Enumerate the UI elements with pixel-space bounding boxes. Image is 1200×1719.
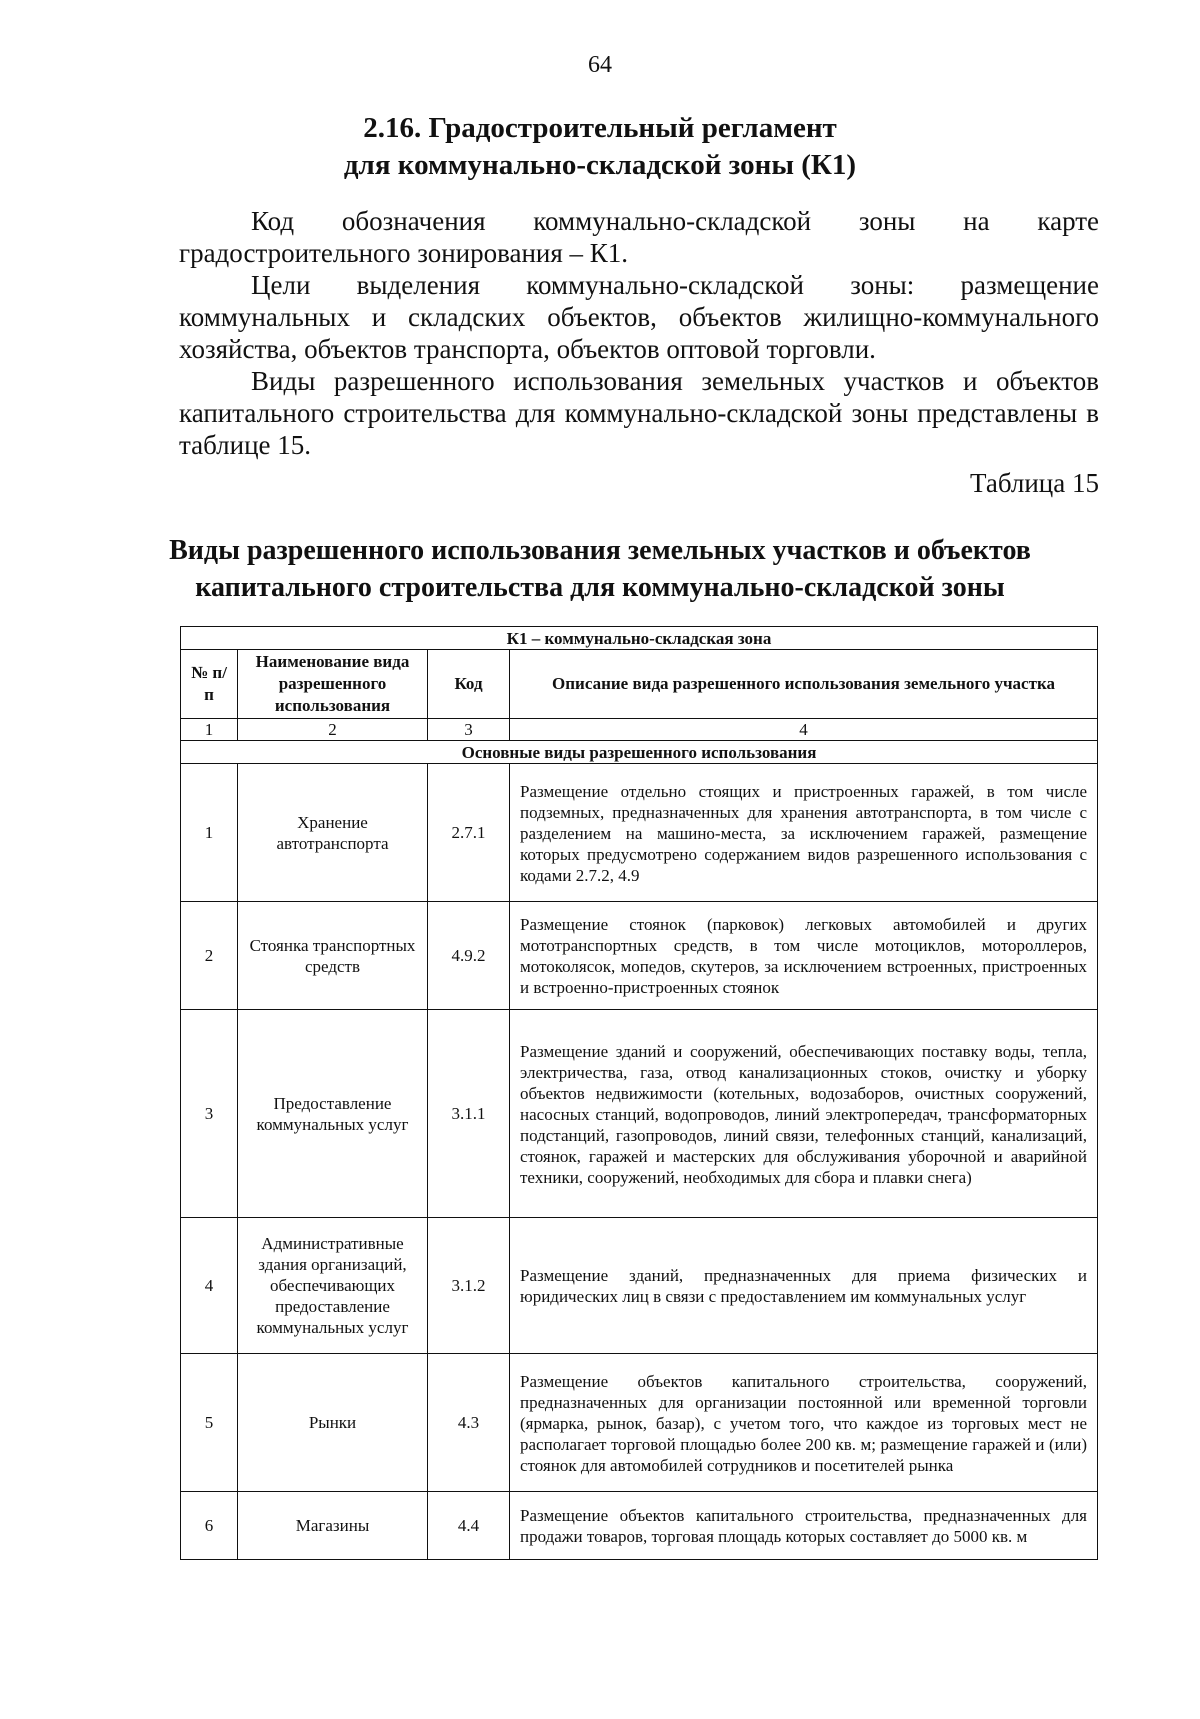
row-name: Административные здания организаций, обеспечивающих предоставление коммунальных услуг	[238, 1218, 428, 1354]
column-number-row	[181, 719, 1098, 741]
row-code: 4.9.2	[428, 902, 510, 1010]
section-title-line-1: 2.16. Градостроительный регламент	[363, 112, 837, 144]
table-row	[181, 1354, 1098, 1492]
table-row	[181, 1218, 1098, 1354]
intro-paragraph: Код обозначения коммунально-складской зоны на карте градостроительного зонирования – К1.	[179, 206, 1099, 268]
page-number: 64	[588, 52, 612, 78]
column-number: 1	[181, 719, 238, 741]
table-row	[181, 1492, 1098, 1560]
column-number: 2	[238, 719, 428, 741]
row-description: Размещение объектов капитального строительства, предназначенных для продажи товаров, торговая площадь которых составляет до 5000 кв. м	[510, 1492, 1098, 1560]
row-num: 4	[181, 1218, 238, 1354]
row-code: 4.4	[428, 1492, 510, 1560]
zone-title: К1 – коммунально-складская зона	[181, 627, 1098, 650]
column-header-code: Код	[428, 650, 510, 719]
table-header-row	[181, 650, 1098, 719]
column-number: 3	[428, 719, 510, 741]
table-row	[181, 902, 1098, 1010]
row-code: 2.7.1	[428, 764, 510, 902]
row-name: Хранение автотранспорта	[238, 764, 428, 902]
table-row	[181, 764, 1098, 902]
row-description: Размещение зданий и сооружений, обеспечивающих поставку воды, тепла, электричества, газа, отвод канализационных стоков, очистку и уборку объектов недвижимости (котельных, водозаборов, очистных сооружений, насосных станций, водопроводов, линий электропередач, трансформаторных подстанций, газопроводов, линий связи, телефонных станций, канализаций, стоянок, гаражей и мастерских для обслуживания уборочной и аварийной техники, сооружений, необходимых для сбора и плавки снега)	[510, 1010, 1098, 1218]
row-name: Стоянка транспортных средств	[238, 902, 428, 1010]
column-header-name: Наименование вида разрешенного использования	[238, 650, 428, 719]
table-row	[181, 1010, 1098, 1218]
table-zone-row	[181, 627, 1098, 650]
intro-paragraph: Цели выделения коммунально-складской зоны: размещение коммунальных и складских объектов, объектов жилищно-коммунального хозяйства, объектов транспорта, объектов оптовой торговли.	[179, 270, 1099, 364]
row-code: 3.1.2	[428, 1218, 510, 1354]
column-header-description: Описание вида разрешенного использования земельного участка	[510, 650, 1098, 719]
row-num: 3	[181, 1010, 238, 1218]
column-header-num: № п/п	[181, 650, 238, 719]
row-num: 5	[181, 1354, 238, 1492]
row-description: Размещение объектов капитального строительства, сооружений, предназначенных для организации постоянной или временной торговли (ярмарка, рынок, базар), с учетом того, что каждое из торговых мест не располагает торговой площадью более 200 кв. м; размещение гаражей и (или) стоянок для автомобилей сотрудников и посетителей рынка	[510, 1354, 1098, 1492]
row-name: Предоставление коммунальных услуг	[238, 1010, 428, 1218]
row-num: 1	[181, 764, 238, 902]
intro-text	[179, 205, 1099, 461]
column-number: 4	[510, 719, 1098, 741]
permitted-uses-table	[180, 626, 1098, 1560]
table-group-row	[181, 741, 1098, 764]
intro-paragraph: Виды разрешенного использования земельных участков и объектов капитального строительства для коммунально-складской зоны представлены в таблице 15.	[179, 366, 1099, 460]
table-label: Таблица 15	[970, 468, 1099, 498]
table-caption	[0, 532, 1200, 606]
section-heading	[0, 110, 1200, 184]
row-name: Рынки	[238, 1354, 428, 1492]
table-caption-line-2: капитального строительства для коммунально-складской зоны	[195, 572, 1005, 603]
table-caption-line-1: Виды разрешенного использования земельных участков и объектов	[169, 535, 1031, 566]
row-name: Магазины	[238, 1492, 428, 1560]
section-title-line-2: для коммунально-складской зоны (К1)	[343, 149, 857, 181]
row-num: 6	[181, 1492, 238, 1560]
row-description: Размещение стоянок (парковок) легковых автомобилей и других мототранспортных средств, в том числе мотоциклов, мотороллеров, мотоколясок, мопедов, скутеров, за исключением встроенных, пристроенных и встроенно-пристроенных стоянок	[510, 902, 1098, 1010]
group-title: Основные виды разрешенного использования	[181, 741, 1098, 764]
row-code: 3.1.1	[428, 1010, 510, 1218]
row-num: 2	[181, 902, 238, 1010]
row-description: Размещение зданий, предназначенных для приема физических и юридических лиц в связи с предоставлением им коммунальных услуг	[510, 1218, 1098, 1354]
row-code: 4.3	[428, 1354, 510, 1492]
row-description: Размещение отдельно стоящих и пристроенных гаражей, в том числе подземных, предназначенных для хранения автотранспорта, в том числе с разделением на машино-места, за исключением гаражей, размещение которых предусмотрено содержанием видов разрешенного использования с кодами 2.7.2, 4.9	[510, 764, 1098, 902]
